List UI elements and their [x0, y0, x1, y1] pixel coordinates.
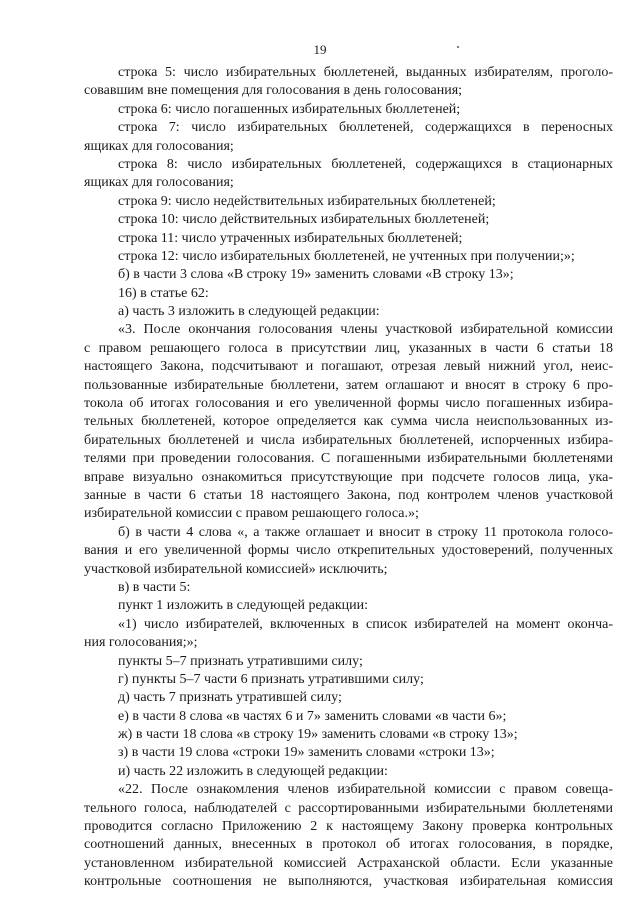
text-line: и) часть 22 изложить в следующей редакции: [118, 763, 388, 779]
text-line: вания и его увеличенной формы число открепительных удостоверений, полученных [84, 543, 613, 559]
text-line: ящиках для голосования; [84, 175, 234, 191]
text-line: строка 10: число действительных избирательных бюллетеней; [118, 212, 490, 228]
text-line: «22. После ознакомления членов избирательной комиссии с правом совеща- [118, 782, 613, 798]
scan-speck [457, 46, 459, 48]
text-line: избирательной комиссии с правом решающего голоса.»; [84, 506, 419, 522]
text-line: участковой избирательной комиссией» исключить; [84, 561, 388, 577]
text-line: тельных бюллетеней, которое определяется как сумма числа неиспользованных из- [84, 414, 613, 430]
text-line: занные в части 6 статьи 18 настоящего Закона, под контролем членов участковой [84, 487, 613, 503]
text-line: соотношений данных, внесенных в протокол об итогах голосования, в порядке, [84, 837, 613, 853]
text-line: б) в части 3 слова «В строку 19» заменить словами «В строку 13»; [118, 267, 514, 283]
text-line: з) в части 19 слова «строки 19» заменить словами «строки 13»; [118, 745, 495, 761]
text-line: строка 8: число избирательных бюллетеней, содержащихся в стационарных [118, 156, 613, 172]
text-line: строка 11: число утраченных избирательных бюллетеней; [118, 230, 463, 246]
text-line: ж) в части 18 слова «в строку 19» заменить словами «в строку 13»; [118, 727, 518, 743]
text-line: с правом решающего голоса в присутствии лиц, указанных в части 6 статьи 18 [84, 340, 613, 356]
text-line: а) часть 3 изложить в следующей редакции: [118, 304, 380, 320]
text-line: контрольные соотношения не выполняются, участковая избирательная комиссия [84, 874, 613, 890]
text-line: вправе визуально ознакомиться присутствующие при подсчете голосов лица, ука- [84, 469, 613, 485]
text-line: ящиках для голосования; [84, 138, 234, 154]
text-line: пункты 5–7 признать утратившими силу; [118, 653, 363, 669]
text-line: строка 9: число недействительных избирательных бюллетеней; [118, 193, 496, 209]
document-body [84, 64, 613, 892]
text-line: строка 7: число избирательных бюллетеней, содержащихся в переносных [118, 120, 613, 136]
text-line: пункт 1 изложить в следующей редакции: [118, 598, 368, 614]
text-line: «1) число избирателей, включенных в список избирателей на момент оконча- [118, 616, 613, 632]
text-line: г) пункты 5–7 части 6 признать утратившими силу; [118, 671, 424, 687]
text-line: д) часть 7 признать утратившей силу; [118, 690, 342, 706]
text-line: пользованные избирательные бюллетени, затем оглашают и вносят в строку 6 про- [84, 377, 613, 393]
text-line: токола об итогах голосования и его увеличенной формы число погашенных избира- [84, 396, 613, 412]
text-line: телями при проведении голосования. С погашенными избирательными бюллетенями [84, 451, 613, 467]
text-line: строка 12: число избирательных бюллетеней, не учтенных при получении;»; [118, 248, 575, 264]
text-line: бирательных бюллетеней и числа избирательных бюллетеней, испорченных избира- [84, 432, 613, 448]
text-line: строка 5: число избирательных бюллетеней, выданных избирателям, проголо- [118, 65, 613, 80]
text-line: установленном избирательной комиссией Астраханской области. Если указанные [84, 855, 613, 871]
text-line: 16) в статье 62: [118, 285, 209, 301]
text-line: е) в части 8 слова «в частях 6 и 7» заменить словами «в части 6»; [118, 708, 507, 724]
text-line: в) в части 5: [118, 579, 191, 595]
text-line: ния голосования;»; [84, 635, 198, 651]
page-number: 19 [313, 42, 327, 57]
text-line: проводится согласно Приложению 2 к настоящему Закону проверка контрольных [84, 819, 613, 835]
text-line: строка 6: число погашенных избирательных бюллетеней; [118, 101, 461, 117]
text-line: «3. После окончания голосования члены участковой избирательной комиссии [118, 322, 613, 338]
text-line: совавшим вне помещения для голосования в день голосования; [84, 83, 463, 99]
text-line: настоящего Закона, подсчитывают и погашают, отрезая левый нижний угол, неис- [84, 359, 613, 375]
text-line: тельного голоса, наблюдателей с рассортированными избирательными бюллетенями [84, 800, 613, 816]
text-line: б) в части 4 слова «, а также оглашает и вносит в строку 11 протокола голосо- [118, 524, 613, 540]
